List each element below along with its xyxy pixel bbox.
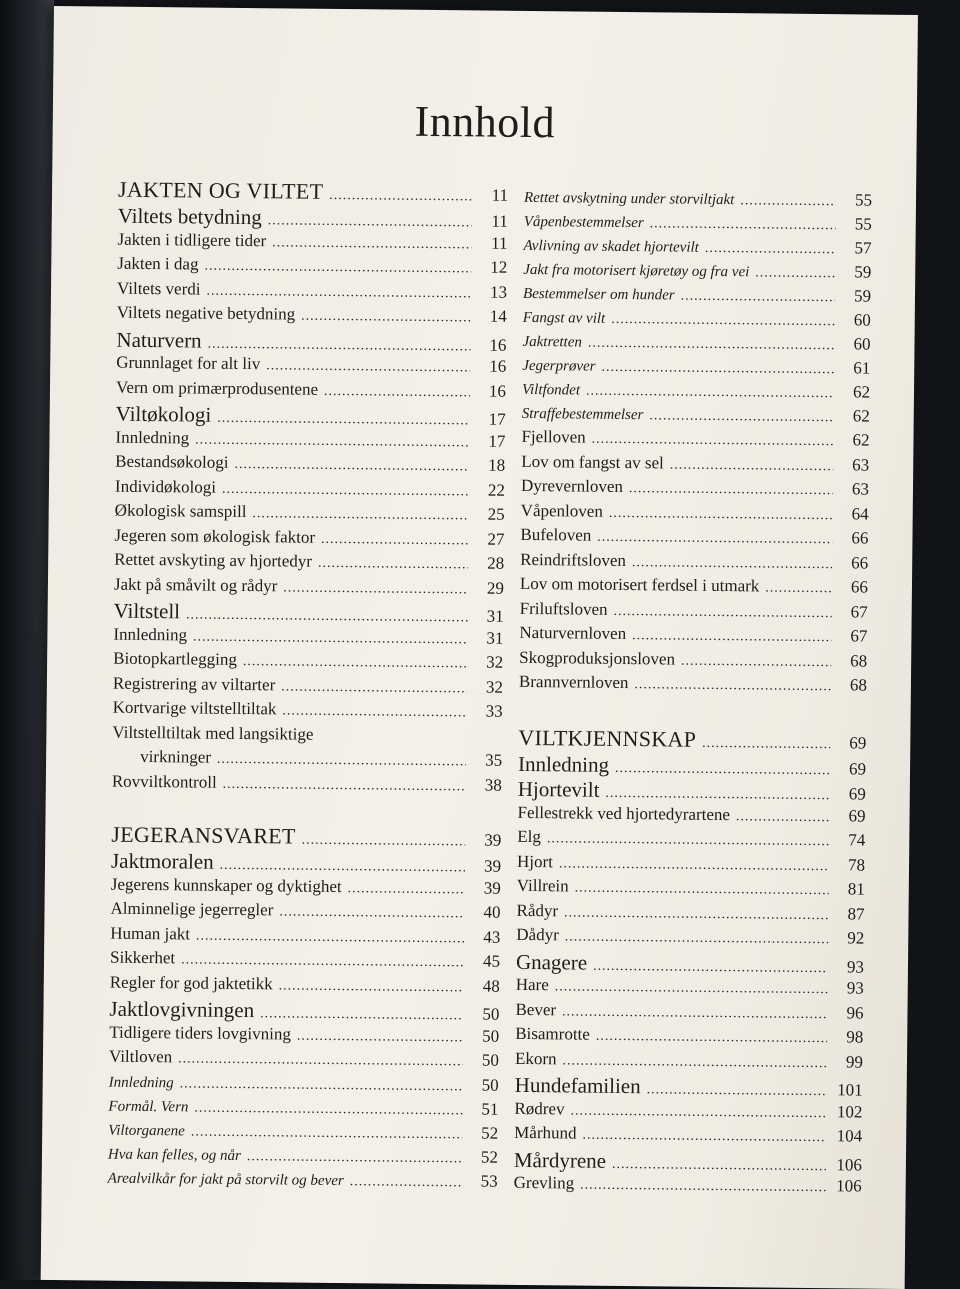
- toc-entry: [523, 259, 871, 287]
- toc-entry: [520, 598, 868, 626]
- dot-leader: [596, 1029, 828, 1047]
- toc-entry-page: 43: [470, 927, 500, 947]
- dot-leader: [217, 752, 466, 771]
- dot-leader: [234, 457, 469, 475]
- dot-leader: [193, 629, 467, 648]
- toc-entry-page: 38: [472, 775, 502, 795]
- dot-leader: [194, 1100, 462, 1119]
- toc-entry-title: Bestemmelser om hunder: [523, 286, 675, 305]
- toc-entry-title: Hjort: [517, 851, 553, 871]
- toc-entry: [521, 427, 869, 455]
- toc-entry-page: 96: [833, 1003, 863, 1023]
- dot-leader: [178, 1051, 463, 1070]
- toc-entry-page: 51: [468, 1099, 498, 1119]
- toc-entry-title: Jaktlovgivningen: [109, 997, 254, 1024]
- toc-entry-page: 32: [473, 677, 503, 697]
- toc-entry-title: Lov om motorisert ferdsel i utmark: [520, 574, 760, 597]
- page-title: Innhold: [53, 92, 917, 152]
- toc-entry-page: 14: [477, 306, 507, 326]
- toc-entry: [522, 379, 870, 407]
- toc-entry-title: Hundefamilien: [515, 1073, 641, 1099]
- toc-entry-title: Arealvilkår for jakt på storvilt og bever: [108, 1170, 344, 1189]
- toc-entry-page: 61: [840, 358, 870, 378]
- toc-entry-title: Jakt på småvilt og rådyr: [114, 574, 278, 596]
- toc-entry-page: 59: [841, 286, 871, 306]
- dot-leader: [181, 952, 464, 971]
- dot-leader: [755, 265, 835, 282]
- toc-entry-page: 62: [840, 382, 870, 402]
- dot-leader: [243, 654, 467, 672]
- toc-entry-page: 66: [838, 577, 868, 597]
- toc-entry-title: Innledning: [518, 751, 609, 777]
- toc-entry-page: 68: [837, 651, 867, 671]
- dot-leader: [670, 457, 834, 475]
- dot-leader: [266, 358, 470, 376]
- toc-entry: [521, 451, 869, 479]
- toc-entry: [517, 851, 865, 879]
- toc-entry-page: 99: [833, 1052, 863, 1072]
- dot-leader: [279, 978, 464, 996]
- dot-leader: [564, 905, 829, 924]
- toc-entry-title: Grunnlaget for alt liv: [116, 353, 260, 375]
- dot-leader: [562, 1053, 827, 1072]
- toc-entry-page: 106: [832, 1176, 862, 1196]
- toc-entry-page: 39: [471, 878, 501, 898]
- toc-entry: [521, 500, 869, 528]
- toc-entry-page: 32: [473, 652, 503, 672]
- toc-entry-page: 69: [836, 733, 866, 753]
- toc-entry-title: Rettet avskyting av hjortedyr: [114, 550, 312, 572]
- toc-entry-title: Jaktmoralen: [111, 849, 214, 875]
- dot-leader: [681, 289, 836, 307]
- toc-entry: [520, 549, 868, 577]
- dot-leader: [302, 833, 466, 851]
- toc-entry-page: 62: [839, 430, 869, 450]
- dot-leader: [348, 881, 465, 898]
- toc-entry-page: 27: [474, 529, 504, 549]
- dot-leader: [223, 776, 466, 795]
- toc-entry: [518, 777, 866, 806]
- toc-entry-page: 57: [841, 238, 871, 258]
- dot-leader: [592, 432, 834, 451]
- toc-entry-title: Registrering av viltarter: [113, 673, 276, 695]
- dot-leader: [634, 677, 831, 695]
- dot-leader: [615, 760, 830, 778]
- toc-entry-page: 55: [842, 190, 872, 210]
- dot-leader: [321, 531, 469, 549]
- toc-entry-title: Villrein: [517, 876, 569, 897]
- dot-leader: [647, 1082, 827, 1100]
- toc-entry-page: 50: [469, 1075, 499, 1095]
- toc-entry-page: 93: [834, 957, 864, 977]
- toc-entry-title: Innledning: [109, 1074, 174, 1092]
- toc-entry-page: 104: [832, 1126, 862, 1146]
- toc-entry-page: 69: [836, 759, 866, 779]
- toc-entry-title: Dådyr: [516, 925, 559, 945]
- toc-entry: [517, 802, 865, 830]
- toc-entry-page: 66: [838, 528, 868, 548]
- toc-entry: [112, 771, 502, 800]
- dot-leader: [319, 739, 466, 741]
- dot-leader: [180, 1076, 463, 1095]
- toc-entry-title: Alminnelige jegerregler: [110, 899, 273, 921]
- toc-entry: [516, 925, 864, 953]
- toc-entry-title: Jaktretten: [522, 334, 582, 352]
- toc-entry-title: Ekorn: [515, 1048, 557, 1068]
- toc-entry-title: Rødrev: [514, 1098, 564, 1119]
- toc-entry-title: Skogproduksjonsloven: [519, 647, 675, 669]
- dot-leader: [765, 580, 832, 597]
- toc-entry-title: Rettet avskytning under storviltjakt: [524, 190, 735, 209]
- toc-entry: [523, 307, 871, 335]
- toc-entry: [108, 1167, 498, 1195]
- toc-entry: [519, 623, 867, 651]
- toc-entry: [111, 822, 501, 853]
- toc-entry-page: 68: [837, 675, 867, 695]
- toc-entry: [524, 187, 872, 215]
- dot-leader: [559, 856, 829, 875]
- toc-entry: [523, 235, 871, 263]
- toc-entry: [519, 672, 867, 700]
- toc-entry-title: Viltloven: [109, 1047, 172, 1068]
- toc-entry-title: Viltets verdi: [117, 278, 201, 299]
- toc-entry-title: Straffebestemmelser: [522, 406, 644, 424]
- toc-entry-title: Jakten i tidligere tider: [117, 229, 266, 251]
- dot-leader: [279, 904, 464, 922]
- dot-leader: [220, 858, 466, 877]
- toc-entry-title: Fangst av vilt: [523, 310, 606, 328]
- toc-entry-title: Avlivning av skadet hjortevilt: [523, 238, 699, 257]
- dot-leader: [565, 929, 829, 948]
- toc-entry-page: 60: [841, 310, 871, 330]
- toc-entry-title: Jakt fra motorisert kjøretøy og fra vei: [523, 262, 749, 281]
- toc-entry: [518, 751, 866, 780]
- toc-entry-title: Elg: [517, 827, 541, 847]
- toc-entry-page: 60: [840, 334, 870, 354]
- toc-entry: [514, 1147, 862, 1176]
- dot-leader: [555, 979, 828, 998]
- toc-entry-title: Viltets negative betydning: [117, 303, 296, 325]
- toc-entry-page: 53: [468, 1171, 498, 1191]
- toc-entry-title: Viltøkologi: [116, 402, 212, 428]
- toc-entry: [514, 1098, 862, 1126]
- toc-entry-page: 45: [470, 951, 500, 971]
- toc-entry-page: 52: [468, 1147, 498, 1167]
- toc-entry: [522, 403, 870, 431]
- dot-leader: [204, 259, 471, 278]
- toc-entry-title: Tidligere tiders lovgivning: [109, 1022, 291, 1044]
- toc-entry-title: Hare: [516, 975, 549, 995]
- dot-leader: [247, 1149, 462, 1167]
- toc-entry-title: Jegerprøver: [522, 358, 595, 376]
- toc-entry-page: 69: [836, 784, 866, 804]
- toc-entry-page: 25: [475, 504, 505, 524]
- dot-leader: [195, 432, 469, 451]
- toc-entry-title: Dyrevernloven: [521, 476, 623, 497]
- toc-entry-title: Hjortevilt: [518, 777, 600, 803]
- book-page: [41, 6, 918, 1289]
- dot-leader: [613, 603, 831, 621]
- toc-entry-title: Bisamrotte: [515, 1024, 590, 1045]
- toc-entry: [515, 1073, 863, 1102]
- toc-entry-page: 74: [835, 830, 865, 850]
- dot-leader: [191, 1124, 462, 1143]
- dot-leader: [632, 555, 832, 573]
- dot-leader: [588, 336, 835, 355]
- toc-entry-title: Rovviltkontroll: [112, 771, 217, 792]
- toc-entry-page: 31: [474, 606, 504, 626]
- dot-leader: [196, 928, 464, 947]
- dot-leader: [586, 384, 834, 403]
- dot-leader: [272, 235, 471, 253]
- toc-entry-page: 63: [839, 479, 869, 499]
- dot-leader: [580, 1178, 826, 1197]
- toc-entry-title: Kortvarige viltstelltiltak: [113, 698, 277, 720]
- dot-leader: [283, 580, 468, 598]
- dot-leader: [318, 556, 468, 574]
- toc-entry-title: Biotopkartlegging: [113, 649, 237, 670]
- toc-entry-page: 78: [835, 855, 865, 875]
- toc-right-column: [514, 187, 873, 1201]
- toc-entry-title: Brannvernloven: [519, 672, 629, 693]
- toc-entry-page: 17: [475, 431, 505, 451]
- dot-leader: [222, 481, 469, 500]
- toc-entry-title: Mårdyrene: [514, 1147, 606, 1173]
- toc-entry: [514, 1173, 862, 1201]
- dot-leader: [702, 735, 830, 752]
- toc-entry-page: 31: [473, 628, 503, 648]
- toc-entry: [517, 876, 865, 904]
- toc-entry-page: 93: [834, 978, 864, 998]
- dot-leader: [301, 309, 471, 327]
- dot-leader: [736, 809, 830, 826]
- dot-leader: [570, 1103, 826, 1122]
- toc-entry: [516, 949, 864, 978]
- toc-entry-title: Naturvern: [116, 327, 201, 353]
- dot-leader: [329, 188, 472, 205]
- toc-entry-title: Innledning: [113, 624, 187, 645]
- toc-entry-title: Rådyr: [516, 900, 558, 920]
- dot-leader: [650, 216, 836, 234]
- toc-entry-page: 67: [837, 626, 867, 646]
- toc-entry-page: 66: [838, 553, 868, 573]
- toc-entry: [514, 1123, 862, 1151]
- toc-entry-title: Viltets betydning: [118, 204, 262, 231]
- toc-entry-page: 11: [477, 233, 507, 253]
- toc-entry-page: 11: [478, 211, 508, 231]
- dot-leader: [740, 193, 836, 210]
- toc-entry-page: 50: [469, 1004, 499, 1024]
- dot-leader: [252, 506, 468, 524]
- toc-entry-title: Våpenloven: [521, 500, 603, 521]
- toc-entry-page: 67: [838, 602, 868, 622]
- dot-leader: [605, 786, 829, 804]
- toc-entry-title: Reindriftsloven: [520, 549, 626, 570]
- dot-leader: [681, 653, 831, 671]
- toc-entry-page: 64: [839, 504, 869, 524]
- toc-entry-page: 106: [832, 1155, 862, 1175]
- toc-entry-page: 33: [473, 701, 503, 721]
- toc-entry-page: 101: [833, 1080, 863, 1100]
- toc-entry-page: 17: [476, 409, 506, 429]
- toc-entry-title: Grevling: [514, 1173, 575, 1194]
- toc-entry-title: JAKTEN OG VILTET: [118, 177, 323, 205]
- toc-entry-page: 52: [468, 1123, 498, 1143]
- toc-entry-title: Regler for god jaktetikk: [110, 972, 273, 994]
- toc-entry-page: 81: [835, 879, 865, 899]
- toc-entry-title: Våpenbestemmelser: [524, 214, 644, 232]
- toc-entry-title: Bufeloven: [520, 525, 591, 546]
- toc-entry: [517, 827, 865, 855]
- dot-leader: [705, 241, 836, 258]
- toc-entry-page: 69: [835, 806, 865, 826]
- toc-entry-title: Gnagere: [516, 949, 587, 975]
- toc-entry-page: 63: [839, 455, 869, 475]
- dot-leader: [611, 312, 835, 330]
- toc-entry-title: Viltstell: [114, 599, 181, 625]
- toc-entry-page: 13: [477, 282, 507, 302]
- toc-entry-title: Naturvernloven: [519, 623, 626, 644]
- toc-entry-title: virkninger: [140, 747, 211, 768]
- toc-entry-page: 55: [842, 214, 872, 234]
- toc-entry-title: Lov om fangst av sel: [521, 451, 664, 472]
- dot-leader: [297, 1028, 464, 1046]
- dot-leader: [260, 1006, 464, 1024]
- toc-entry-page: 22: [475, 480, 505, 500]
- toc-entry-title: Fjelloven: [521, 427, 585, 448]
- toc-entry-page: 28: [474, 553, 504, 573]
- toc-entry-page: 16: [476, 381, 506, 401]
- dot-leader: [649, 408, 834, 426]
- toc-entry: [518, 724, 866, 755]
- dot-leader: [268, 213, 472, 231]
- toc-entry-page: 16: [476, 356, 506, 376]
- dot-leader: [217, 411, 470, 430]
- toc-entry-page: 59: [841, 262, 871, 282]
- toc-entry-title: Mårhund: [514, 1123, 577, 1144]
- toc-entry-title: Fellestrekk ved hjortedyrartene: [517, 802, 730, 824]
- toc-entry-title: Jegeren som økologisk faktor: [114, 525, 315, 547]
- toc-entry-page: 40: [470, 902, 500, 922]
- dot-leader: [575, 881, 829, 900]
- dot-leader: [208, 336, 471, 355]
- toc-entry: [524, 211, 872, 239]
- toc-entry-page: 50: [469, 1050, 499, 1070]
- toc-entry-title: Økologisk samspill: [115, 501, 247, 522]
- toc-entry: [516, 900, 864, 928]
- toc-entry-title: Jakten i dag: [117, 254, 198, 275]
- toc-entry: [520, 525, 868, 553]
- toc-entry-page: 48: [470, 976, 500, 996]
- toc-entry-title: Jegerens kunnskaper og dyktighet: [111, 874, 342, 896]
- dot-leader: [562, 1004, 828, 1023]
- toc-entry-title: Bestandsøkologi: [115, 452, 229, 473]
- dot-leader: [324, 383, 470, 401]
- toc-entry-title: Human jakt: [110, 923, 190, 944]
- toc-entry-page: 50: [469, 1026, 499, 1046]
- dot-leader: [281, 679, 467, 697]
- dot-leader: [609, 505, 833, 523]
- toc-entry-page: 16: [476, 335, 506, 355]
- toc-entry: [521, 476, 869, 504]
- toc-entry-title: Vern om primærprodusentene: [116, 377, 318, 399]
- dot-leader: [547, 831, 830, 850]
- toc-entry-title: Friluftsloven: [520, 598, 608, 619]
- toc-entry-page: 29: [474, 578, 504, 598]
- toc-entry: [515, 1024, 863, 1052]
- toc-entry-page: 11: [478, 185, 508, 205]
- toc-entry-page: 62: [840, 406, 870, 426]
- toc-entry-page: 87: [834, 904, 864, 924]
- toc-entry: [520, 574, 868, 602]
- toc-entry-page: 39: [471, 830, 501, 850]
- toc-entry-page: 92: [834, 928, 864, 948]
- toc-entry-page: 12: [477, 257, 507, 277]
- toc-entry-title: Sikkerhet: [110, 948, 175, 969]
- toc-entry-title: Formål. Vern: [108, 1098, 188, 1116]
- dot-leader: [593, 958, 828, 976]
- toc-entry-title: Individøkologi: [115, 476, 216, 497]
- toc-entry-title: Viltfondet: [522, 382, 580, 400]
- dot-leader: [282, 703, 466, 721]
- toc-entry: [516, 975, 864, 1003]
- dot-leader: [186, 607, 468, 626]
- toc-entry-title: Hva kan felles, og når: [108, 1146, 241, 1164]
- toc-entry-page: 39: [471, 856, 501, 876]
- dot-leader: [206, 283, 471, 302]
- toc-entry-page: 35: [472, 750, 502, 770]
- toc-left-column: [108, 177, 509, 1196]
- dot-leader: [629, 481, 833, 499]
- toc-entry-page: 98: [833, 1027, 863, 1047]
- toc-entry-title: VILTKJENNSKAP: [518, 724, 696, 752]
- toc-entry: [118, 177, 508, 208]
- dot-leader: [601, 360, 834, 378]
- toc-entry: [519, 647, 867, 675]
- dot-leader: [582, 1128, 826, 1147]
- dot-leader: [612, 1156, 826, 1174]
- toc-entry-title: Innledning: [115, 427, 189, 448]
- dot-leader: [597, 530, 832, 548]
- toc-entry: [522, 331, 870, 359]
- toc-entry-page: 102: [832, 1102, 862, 1122]
- dot-leader: [632, 628, 831, 646]
- dot-leader: [350, 1174, 462, 1191]
- toc-entry-title: JEGERANSVARET: [111, 822, 296, 850]
- toc-entry: [515, 1048, 863, 1076]
- toc-entry-title: Viltstelltiltak med langsiktige: [112, 722, 313, 744]
- toc-entry-page: 18: [475, 455, 505, 475]
- toc-entry: [523, 283, 871, 311]
- toc-entry: [515, 999, 863, 1027]
- toc-entry-title: Viltorganene: [108, 1122, 185, 1140]
- toc-entry: [522, 355, 870, 383]
- toc-entry-title: Bever: [515, 999, 556, 1019]
